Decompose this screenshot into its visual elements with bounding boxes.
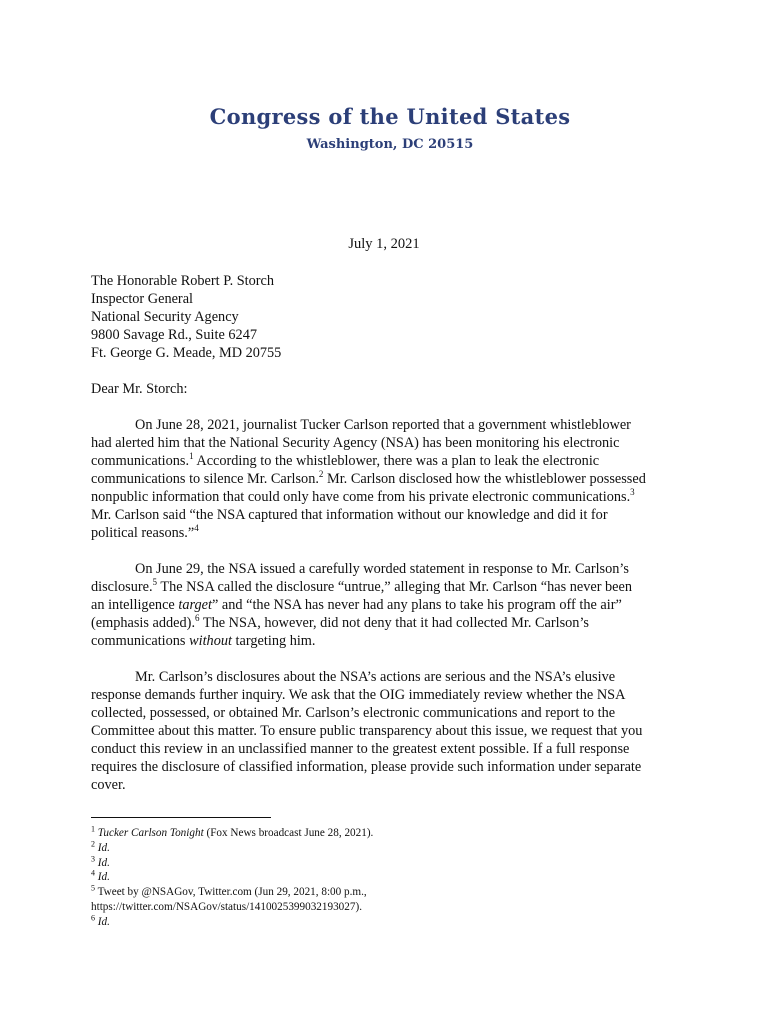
salutation: Dear Mr. Storch: [91,381,188,397]
footnote-3: $^3$ Id. [91,853,110,869]
paragraph-3-line: response demands further inquiry. We ask that the OIG immediately review whether the NSA [91,687,626,703]
paragraph-1-line: nonpublic information that could only have come from his private electronic communications.$^3$ [91,487,635,505]
paragraph-2-line: an intelligence target” and “the NSA has never had any plans to take his program off the air” [91,597,622,613]
paragraph-3-line: conduct this review in an unclassified manner to the greatest extent possible. If a full response [91,741,630,757]
paragraph-1 [91,416,681,542]
footnote-ref[interactable]: 4 [194,523,199,534]
recipient-agency: National Security Agency [91,309,239,325]
footnote-1: $^1$ Tucker Carlson Tonight (Fox News broadcast June 28, 2021). [91,824,374,839]
recipient-city: Ft. George G. Meade, MD 20755 [91,345,282,361]
recipient-street: 9800 Savage Rd., Suite 6247 [91,327,257,343]
paragraph-1-line: communications.$^1$ According to the whistleblower, there was a plan to leak the electronic [91,451,600,469]
paragraph-2 [91,560,681,650]
footnote-divider [91,817,271,818]
paragraph-1-line: Mr. Carlson said “the NSA captured that information without our knowledge and did it for [91,507,608,523]
paragraph-2-line: disclosure.$^5$ The NSA called the disclosure “untrue,” alleging that Mr. Carlson “has never been [91,577,633,595]
recipient-address [91,272,681,362]
paragraph-1-line: had alerted him that the National Security Agency (NSA) has been monitoring his electronic [91,435,620,451]
paragraph-2-line: On June 29, the NSA issued a carefully worded statement in response to Mr. Carlson’s [135,561,629,577]
footnotes [91,826,691,930]
footnote-6: $^6$ Id. [91,913,110,928]
paragraph-3-line: Committee about this matter. To ensure public transparency about this issue, we request that you [91,723,643,739]
paragraph-3 [91,668,681,794]
letterhead-subtitle: Washington, DC 20515 [306,137,474,152]
footnote-2: $^2$ Id. [91,839,110,854]
letter-body [91,272,681,794]
paragraph-3-line: collected, possessed, or obtained Mr. Carlson’s electronic communications and report to the [91,705,616,721]
footnote-5: $^5$ Tweet by @NSAGov, Twitter.com (Jun 29, 2021, 8:00 p.m., [91,883,367,899]
paragraph-2-line: (emphasis added).$^6$ The NSA, however, did not deny that it had collected Mr. Carlson’s [91,613,589,631]
footnote-ref[interactable]: 6 [195,613,200,624]
footnote-4: $^4$ Id. [91,868,110,884]
footnote-5-link[interactable]: https://twitter.com/NSAGov/status/1410025399032193027). [91,900,362,913]
paragraph-3-line: Mr. Carlson’s disclosures about the NSA’s actions are serious and the NSA’s elusive [135,669,616,685]
footnote-ref[interactable]: 3 [630,487,635,498]
recipient-name: The Honorable Robert P. Storch [91,273,275,289]
letterhead [0,104,768,152]
footnote-ref[interactable]: 1 [189,451,194,462]
footnote-ref[interactable]: 2 [318,469,324,480]
paragraph-1-line: political reasons.”$^4$ [91,523,199,541]
letterhead-title: Congress of the United States [209,104,571,129]
paragraph-1-line: On June 28, 2021, journalist Tucker Carlson reported that a government whistleblower [135,417,631,433]
emphasis-text: without [189,633,232,649]
paragraph-3-line: cover. [91,777,126,793]
footnote-ref[interactable]: 5 [152,577,158,588]
emphasis-text: target [178,597,212,613]
paragraph-3-line: requires the disclosure of classified information, please provide such information under separate [91,759,642,775]
paragraph-2-line: communications without targeting him. [91,633,316,649]
letter-date: July 1, 2021 [348,236,420,252]
recipient-title: Inspector General [91,291,194,307]
paragraph-1-line: communications to silence Mr. Carlson.$^2$ Mr. Carlson disclosed how the whistleblower possessed [91,469,646,487]
